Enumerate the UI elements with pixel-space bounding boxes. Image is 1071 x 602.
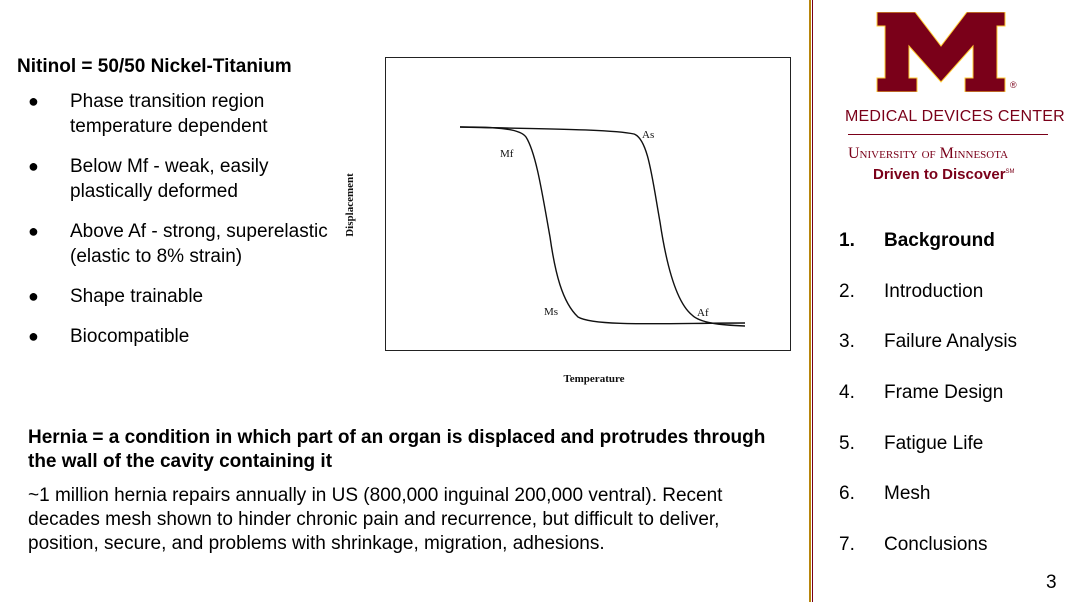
outline-item-failure-analysis[interactable]	[839, 329, 1017, 380]
outline-label: Failure Analysis	[884, 331, 1018, 353]
bullet-text: Phase transition region temperature dependent	[70, 91, 268, 137]
bullet-item	[28, 324, 328, 349]
outline-label: Background	[884, 230, 995, 251]
bullet-item	[28, 154, 328, 204]
university-name: University of Minnesota	[848, 145, 1009, 162]
outline-label: Conclusions	[884, 534, 988, 556]
graph-y-label: Displacement	[344, 173, 356, 237]
bullet-item	[28, 89, 328, 139]
outline-item-frame-design[interactable]	[839, 380, 1017, 431]
outline-number: 5.	[839, 432, 855, 454]
af-label: Af	[697, 307, 709, 319]
ms-label: Ms	[544, 306, 559, 318]
tagline-text: Driven to Discover	[873, 166, 1006, 183]
outline-label: Fatigue Life	[884, 432, 984, 454]
bullet-dot-icon: ●	[28, 91, 39, 111]
bullet-dot-icon: ●	[28, 156, 39, 176]
medical-devices-center-name: MEDICAL DEVICES CENTER	[845, 108, 1065, 125]
bullet-text: Below Mf - weak, easily plastically deformed	[70, 156, 269, 202]
outline-number: 1.	[839, 230, 855, 251]
tagline	[873, 166, 1015, 183]
as-label: As	[642, 129, 655, 141]
bullet-text: Above Af - strong, superelastic (elastic to 8% strain)	[70, 221, 328, 267]
bullet-dot-icon: ●	[28, 326, 39, 346]
outline-number: 3.	[839, 331, 855, 353]
hernia-definition: Hernia = a condition in which part of an organ is displaced and protrudes through the wall of the cavity containing it	[28, 427, 766, 472]
outline-number: 2.	[839, 280, 855, 302]
outline-item-conclusions[interactable]	[839, 532, 1017, 583]
outline-item-background[interactable]	[839, 228, 1017, 279]
outline-number: 7.	[839, 534, 855, 556]
nitinol-title: Nitinol = 50/50 Nickel-Titanium	[17, 56, 292, 77]
bullet-item	[28, 219, 328, 269]
outline-number: 4.	[839, 382, 855, 404]
outline-label: Introduction	[884, 280, 984, 302]
outline-item-fatigue-life[interactable]	[839, 431, 1017, 482]
bullet-item	[28, 284, 328, 309]
bullet-dot-icon: ●	[28, 221, 39, 241]
outline-number: 6.	[839, 483, 855, 505]
graph-x-label: Temperature	[563, 373, 625, 385]
page-number: 3	[1046, 572, 1057, 593]
bullet-dot-icon: ●	[28, 286, 39, 306]
block-m-logo-icon	[873, 12, 1009, 92]
tagline-service-mark: SM	[1005, 169, 1015, 175]
outline-label: Frame Design	[884, 382, 1004, 404]
mf-label: Mf	[500, 148, 514, 160]
hysteresis-graph	[340, 57, 760, 392]
section-outline	[839, 228, 1017, 583]
nitinol-bullet-list	[28, 89, 328, 364]
logo-rule	[848, 134, 1048, 135]
registered-mark: ®	[1010, 80, 1017, 90]
outline-item-mesh[interactable]	[839, 481, 1017, 532]
outline-label: Mesh	[884, 483, 931, 505]
outline-item-introduction[interactable]	[839, 279, 1017, 330]
panel-divider	[809, 0, 811, 602]
panel-divider-inner	[812, 0, 813, 602]
bullet-text: Shape trainable	[70, 286, 204, 307]
hernia-statistics: ~1 million hernia repairs annually in US (800,000 inguinal 200,000 ventral). Recent decades mesh shown to hinder chronic pain and recurrence, but difficult to deliver, position, secure, and problems with shrinkage, migration, adhesions.	[28, 485, 723, 554]
bullet-text: Biocompatible	[70, 326, 190, 347]
